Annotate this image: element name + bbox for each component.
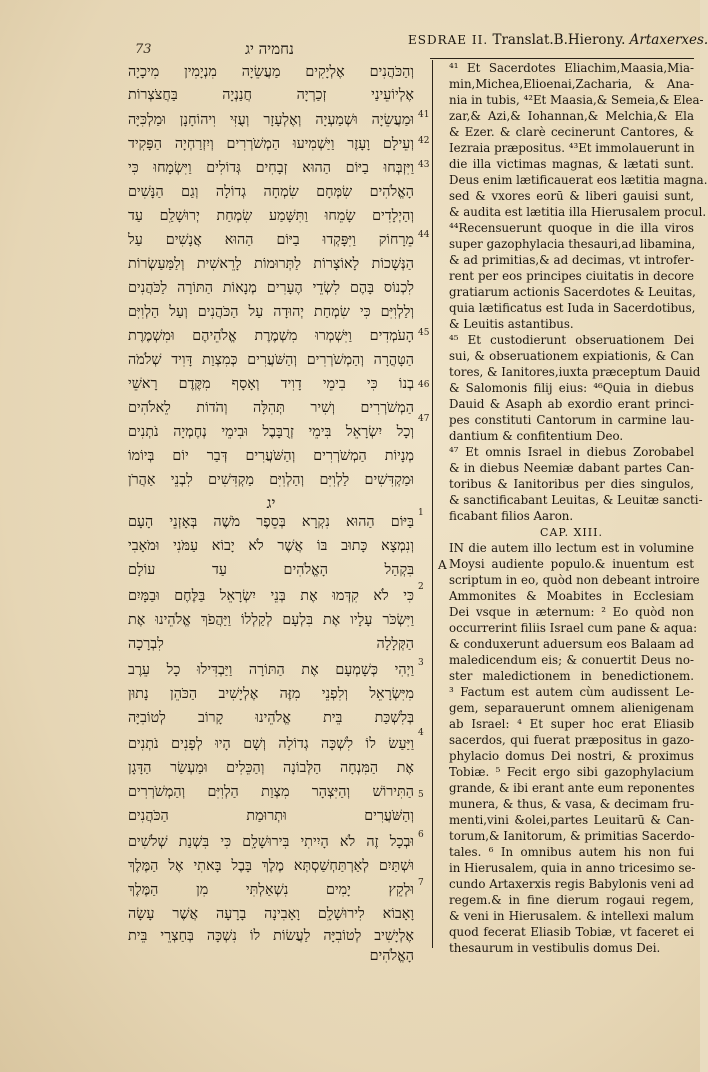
- hebrew-line: וּלְקֵץ יָמִים נִשְׁאַלְתִּי מִן הַמֶּלֶךְ: [128, 882, 414, 898]
- latin-line: & Leuitis astantibus.: [449, 317, 574, 331]
- latin-line: & audita est lætitia illa Hierusalem procul.: [449, 205, 707, 219]
- verse-number: 47: [418, 414, 430, 424]
- hebrew-line: הָאֱלֹהִים שִׂמְּחָם שִׂמְחָה גְדוֹלָה וְגַם הַנָּשִׁים: [128, 184, 414, 200]
- latin-line: Dei vsque in æternum: ² Eo quòd non: [449, 605, 694, 619]
- latin-line: quia lætificatus est Iuda in Sacerdotibus,: [449, 301, 696, 315]
- verse-number: 5: [418, 790, 424, 800]
- latin-line: sed & vxores eorū & liberi gauisi sunt,: [449, 189, 694, 203]
- hebrew-line: בַּיּוֹם הַהוּא נִקְרָא בְּסֵפֶר מֹשֶׁה בְּאָזְנֵי הָעָם: [128, 514, 414, 530]
- verse-number: 45: [418, 328, 430, 338]
- latin-line: Moysi audiente populo.& inuentum est: [449, 557, 694, 571]
- latin-line: ⁴¹ Et Sacerdotes Eliachim,Maasia,Mia-: [449, 61, 694, 75]
- latin-line: & Ezer. & clarè cecinerunt Cantores, &: [449, 125, 694, 139]
- latin-line: & veni in Hierusalem. & intellexi malum: [449, 909, 694, 923]
- hebrew-line: הָאֱלֹהִים: [369, 948, 414, 964]
- hebrew-line: וְהַשֹּׁעֲרִים וּתְרוּמַת הַכֹּהֲנִים: [128, 808, 414, 824]
- latin-line: Tobiæ. ⁵ Fecit ergo sibi gazophylacium: [449, 765, 694, 779]
- verse-number: 4: [418, 728, 424, 738]
- hebrew-line: הַנְּשָׁכוֹת לָאוֹצָרוֹת לַתְּרוּמוֹת לָרֵאשִׁית וְלַמַּעַשְׂרוֹת: [128, 256, 414, 272]
- latin-line: grande, & ibi erant ante eum reponentes: [449, 781, 695, 795]
- latin-line: Ammonites & Moabites in Ecclesiam: [449, 589, 694, 603]
- latin-line: ⁴⁴Recensuerunt quoque in die illa viros: [449, 221, 694, 235]
- latin-line: gem, separauerunt omnem alienigenam: [449, 701, 694, 715]
- latin-line: munera, & thus, & vasa, & decimam fru-: [449, 797, 694, 811]
- hebrew-line: אֶלְיוֹעֵינַי זְכַרְיָה חֲנַנְיָה בַּחֲצֹצְרוֹת: [128, 87, 414, 103]
- hebrew-line: מְנָיוֹת הַמְשֹׁרְרִים וְהַשֹּׁעֲרִים דְּבַר יוֹם בְּיוֹמוֹ: [128, 448, 414, 464]
- hebrew-line: וְלַלְוִיִּם כִּי שִׂמְחַת יְהוּדָה עַל הַכֹּהֲנִים וְעַל הַלְוִיִּם: [128, 304, 414, 320]
- latin-line: quod fecerat Eliasib Tobiæ, vt faceret ei: [449, 925, 694, 939]
- hebrew-line: אֶלְיָשִׁיב לְטוֹבִיָּה לַעֲשׂוֹת לוֹ נִשְׁכָּה בְּחַצְרֵי בֵּית: [128, 928, 414, 944]
- hebrew-line: הַקְּלָלָה לִבְרָכָה: [128, 636, 414, 652]
- latin-line: Deus enim lætificauerat eos lætitia magna.: [449, 173, 708, 187]
- hebrew-line: מִיִּשְׂרָאֵל וְלִפְנֵי מִזֶּה אֶלְיָשִׁיב הַכֹּהֵן נָתוּן: [128, 686, 414, 702]
- running-head-translation: Translat.B.Hierony.: [492, 32, 626, 48]
- latin-line: phylacio domus Dei nostri, & proximus: [449, 749, 694, 763]
- latin-line: ficabant filios Aaron.: [449, 509, 574, 523]
- hebrew-line: מֵרָחוֹק וַיִּפָּקְדוּ בַיּוֹם הַהוּא אֲנָשִׁים עַל: [128, 232, 414, 248]
- latin-line: thesaurum in vestibulis domus Dei.: [449, 941, 661, 955]
- hebrew-chapter-heading: יג: [266, 494, 276, 512]
- latin-line: & conduxerunt aduersum eos Balaam ad: [449, 637, 694, 651]
- latin-line: IN die autem illo lectum est in volumine: [449, 541, 694, 555]
- hebrew-line: וַיִּשְׂכֹּר עָלָיו אֶת בִּלְעָם לְקַלְלוֹ וַיַּהֲפֹךְ אֱלֹהֵינוּ אֶת: [128, 612, 414, 628]
- latin-column: [438, 60, 708, 960]
- margin-letter: A: [438, 558, 447, 572]
- latin-line: & sanctificabant Leuitas, & Leuitæ sancti-: [449, 493, 703, 507]
- latin-line: & Salomonis filij eius: ⁴⁶Quia in diebus: [449, 381, 694, 395]
- latin-line: tores, & Ianitores,iuxta præceptum Dauid: [449, 365, 701, 379]
- hebrew-running-head: נחמיה יג: [245, 40, 294, 58]
- verse-number: 44: [418, 230, 430, 240]
- running-head-book: ESDRAE II.: [408, 33, 489, 47]
- latin-line: toribus & Ianitoribus per dies singulos,: [449, 477, 694, 491]
- latin-line: ster maledictionem in benedictionem.: [449, 669, 694, 683]
- running-head: [408, 32, 708, 48]
- verse-number: 3: [418, 658, 424, 668]
- verse-number: 6: [418, 830, 424, 840]
- hebrew-line: הַתִּירוֹשׁ וְהַיִּצְהָר מִצְוַת הַלְוִיִּם וְהַמְשֹׁרְרִים: [128, 784, 414, 800]
- hebrew-line: וַיִּזְבְּחוּ בַיּוֹם הַהוּא זְבָחִים גְּדוֹלִים וַיִּשְׂמָחוּ כִּי: [128, 160, 414, 176]
- hebrew-line: וְהַכֹּהֲנִים אֶלְיָקִים מַעֲשֵׂיָה מִנְיָמִין מִיכָיָה: [128, 64, 414, 80]
- header-rule: [430, 58, 694, 59]
- running-head-subject: Artaxerxes.: [629, 32, 708, 48]
- latin-line: occurrerint filiis Israel cum pane & aqua:: [449, 621, 698, 635]
- latin-line: ⁴⁵ Et custodierunt obseruationem Dei: [449, 333, 694, 347]
- verse-number: 41: [418, 110, 430, 120]
- latin-line: cundo Artaxerxis regis Babylonis veni ad: [449, 877, 694, 891]
- latin-line: min,Michea,Elioenai,Zacharia, & Ana-: [449, 77, 694, 91]
- hebrew-line: וְכָל יִשְׂרָאֵל בִּימֵי זְרֻבָּבֶל וּבִימֵי נְחֶמְיָה נֹתְנִים: [128, 424, 414, 440]
- column-divider: [432, 60, 433, 948]
- latin-line: nia in tubis, ⁴²Et Maasia,& Semeia,& Elea-: [449, 93, 704, 107]
- latin-line: zar,& Azi,& Iohannan,& Melchia,& Ela: [449, 109, 694, 123]
- latin-line: gratiarum actionis Sacerdotes & Leuitas,: [449, 285, 696, 299]
- latin-line: scriptum in eo, quòd non debeant introire: [449, 573, 700, 587]
- latin-line: Iezraia præpositus. ⁴³Et immolauerunt in: [449, 141, 695, 155]
- hebrew-line: הַמְשֹׁרְרִים וְשִׁיר תְּהִלָּה וְהֹדוֹת לֵאלֹהִים: [128, 400, 414, 416]
- latin-line: dantium & confitentium Deo.: [449, 429, 624, 443]
- latin-line: ⁴⁷ Et omnis Israel in diebus Zorobabel: [449, 445, 694, 459]
- hebrew-line: וַיְהִי כְּשָׁמְעָם אֶת הַתּוֹרָה וַיַּבְדִּילוּ כָל עֵרֶב: [128, 662, 414, 678]
- hebrew-line: הַטָּהֳרָה וְהַמְשֹׁרְרִים וְהַשֹּׁעֲרִים כְּמִצְוַת דָּוִיד שְׁלֹמֹה: [128, 352, 414, 368]
- latin-line: ³ Factum est autem cùm audissent Le-: [449, 685, 694, 699]
- hebrew-line: בְנוֹ כִּי בִימֵי דָוִיד וְאָסָף מִקֶּדֶם רָאשֵׁי: [128, 376, 414, 392]
- hebrew-line: בְּלִשְׁכַּת בֵּית אֱלֹהֵינוּ קָרוֹב לְטוֹבִיָּה: [128, 710, 414, 726]
- hebrew-line: וְנִמְצָא כָּתוּב בּוֹ אֲשֶׁר לֹא יָבוֹא עַמֹּנִי וּמֹאָבִי: [128, 538, 414, 554]
- latin-line: super gazophylacia thesauri,ad libamina,: [449, 237, 696, 251]
- latin-line: ab Israel: ⁴ Et super hoc erat Eliasib: [449, 717, 694, 731]
- hebrew-line: בִּקְהַל הָאֱלֹהִים עַד עוֹלָם: [128, 562, 414, 578]
- latin-chapter-heading: CAP. XIII.: [540, 526, 603, 539]
- latin-line: rent per eos principes ciuitatis in decore: [449, 269, 694, 283]
- hebrew-line: לִכְנוֹס בָּהֶם לִשְׂדֵי הֶעָרִים מְנָאוֹת הַתּוֹרָה לַכֹּהֲנִים: [128, 280, 414, 296]
- latin-line: pes constituti Cantorum in carmine lau-: [449, 413, 694, 427]
- latin-line: die illa victimas magnas, & lætati sunt.: [449, 157, 694, 171]
- verse-number: 1: [418, 508, 424, 518]
- latin-line: in Hierusalem, quia in anno tricesimo se-: [449, 861, 696, 875]
- verse-number: 7: [418, 878, 424, 888]
- hebrew-line: כִּי לֹא קִדְּמוּ אֶת בְּנֵי יִשְׂרָאֵל בַּלֶּחֶם וּבַמָּיִם: [128, 588, 414, 604]
- latin-line: menti,vini &olei,partes Leuitarū & Can-: [449, 813, 694, 827]
- hebrew-line: וַיַּעַשׂ לוֹ לִשְׁכָּה גְדוֹלָה וְשָׁם הָיוּ לְפָנִים נֹתְנִים: [128, 736, 414, 752]
- hebrew-line: הָעֹמְדִים וַיִּשְׁמְרוּ מִשְׁמֶרֶת אֱלֹהֵיהֶם וּמִשְׁמֶרֶת: [128, 328, 414, 344]
- hebrew-line: וּמַקְדִּשִׁים לַלְוִיִּם וְהַלְוִיִּם מַקְדִּשִׁים לִבְנֵי אַהֲרֹן: [128, 472, 414, 488]
- hebrew-line: וּמַעֲשֵׂיָה וּשְׁמַעְיָה וְאֶלְעָזָר וְעֻזִּי וִיהוֹחָנָן וּמַלְכִּיָּה: [128, 112, 414, 128]
- latin-line: sui, & obseruationem expiationis, & Can: [449, 349, 694, 363]
- hebrew-line: וּשְׁתַּיִם לְאַרְתַּחְשַׁסְתְּא מֶלֶךְ בָּבֶל בָּאתִי אֶל הַמֶּלֶךְ: [128, 858, 414, 874]
- latin-line: sacerdos, qui fuerat præpositus in gazo-: [449, 733, 694, 747]
- verse-number: 46: [418, 380, 430, 390]
- verse-number: 42: [418, 136, 430, 146]
- latin-line: & in diebus Neemiæ dabant partes Can-: [449, 461, 694, 475]
- latin-line: torum,& Ianitorum, & primitias Sacerdo-: [449, 829, 695, 843]
- latin-line: Dauid & Asaph ab exordio erant princi-: [449, 397, 694, 411]
- latin-line: regem.& in fine dierum rogaui regem,: [449, 893, 694, 907]
- folio-number: 73: [135, 42, 152, 57]
- verse-number: 43: [418, 160, 430, 170]
- hebrew-column: [128, 60, 414, 964]
- hebrew-line: אֶת הַמִּנְחָה הַלְּבוֹנָה וְהַכֵּלִים וּמַעְשַׂר הַדָּגָן: [128, 760, 414, 776]
- latin-line: tales. ⁶ In omnibus autem his non fui: [449, 845, 694, 859]
- hebrew-line: וָאָבוֹא לִירוּשָׁלִָם וָאָבִינָה בָרָעָה אֲשֶׁר עָשָׂה: [128, 906, 414, 922]
- latin-line: & ad primitias,& ad decimas, vt introfer-: [449, 253, 694, 267]
- verse-number: 2: [418, 582, 424, 592]
- latin-line: maledicendum eis; & conuertit Deus no-: [449, 653, 694, 667]
- hebrew-line: וּבְכָל זֶה לֹא הָיִיתִי בִּירוּשָׁלִָם כִּי בִּשְׁנַת שְׁלֹשִׁים: [128, 834, 414, 850]
- hebrew-line: וְהַיְלָדִים שָׂמֵחוּ וַתִּשָּׁמַע שִׂמְחַת יְרוּשָׁלִַם עַד: [128, 208, 414, 224]
- hebrew-line: וְעֵילָם וָעָזֶר וַיַּשְׁמִיעוּ הַמְשֹׁרְרִים וְיִזְרַחְיָה הַפָּקִיד: [128, 136, 414, 152]
